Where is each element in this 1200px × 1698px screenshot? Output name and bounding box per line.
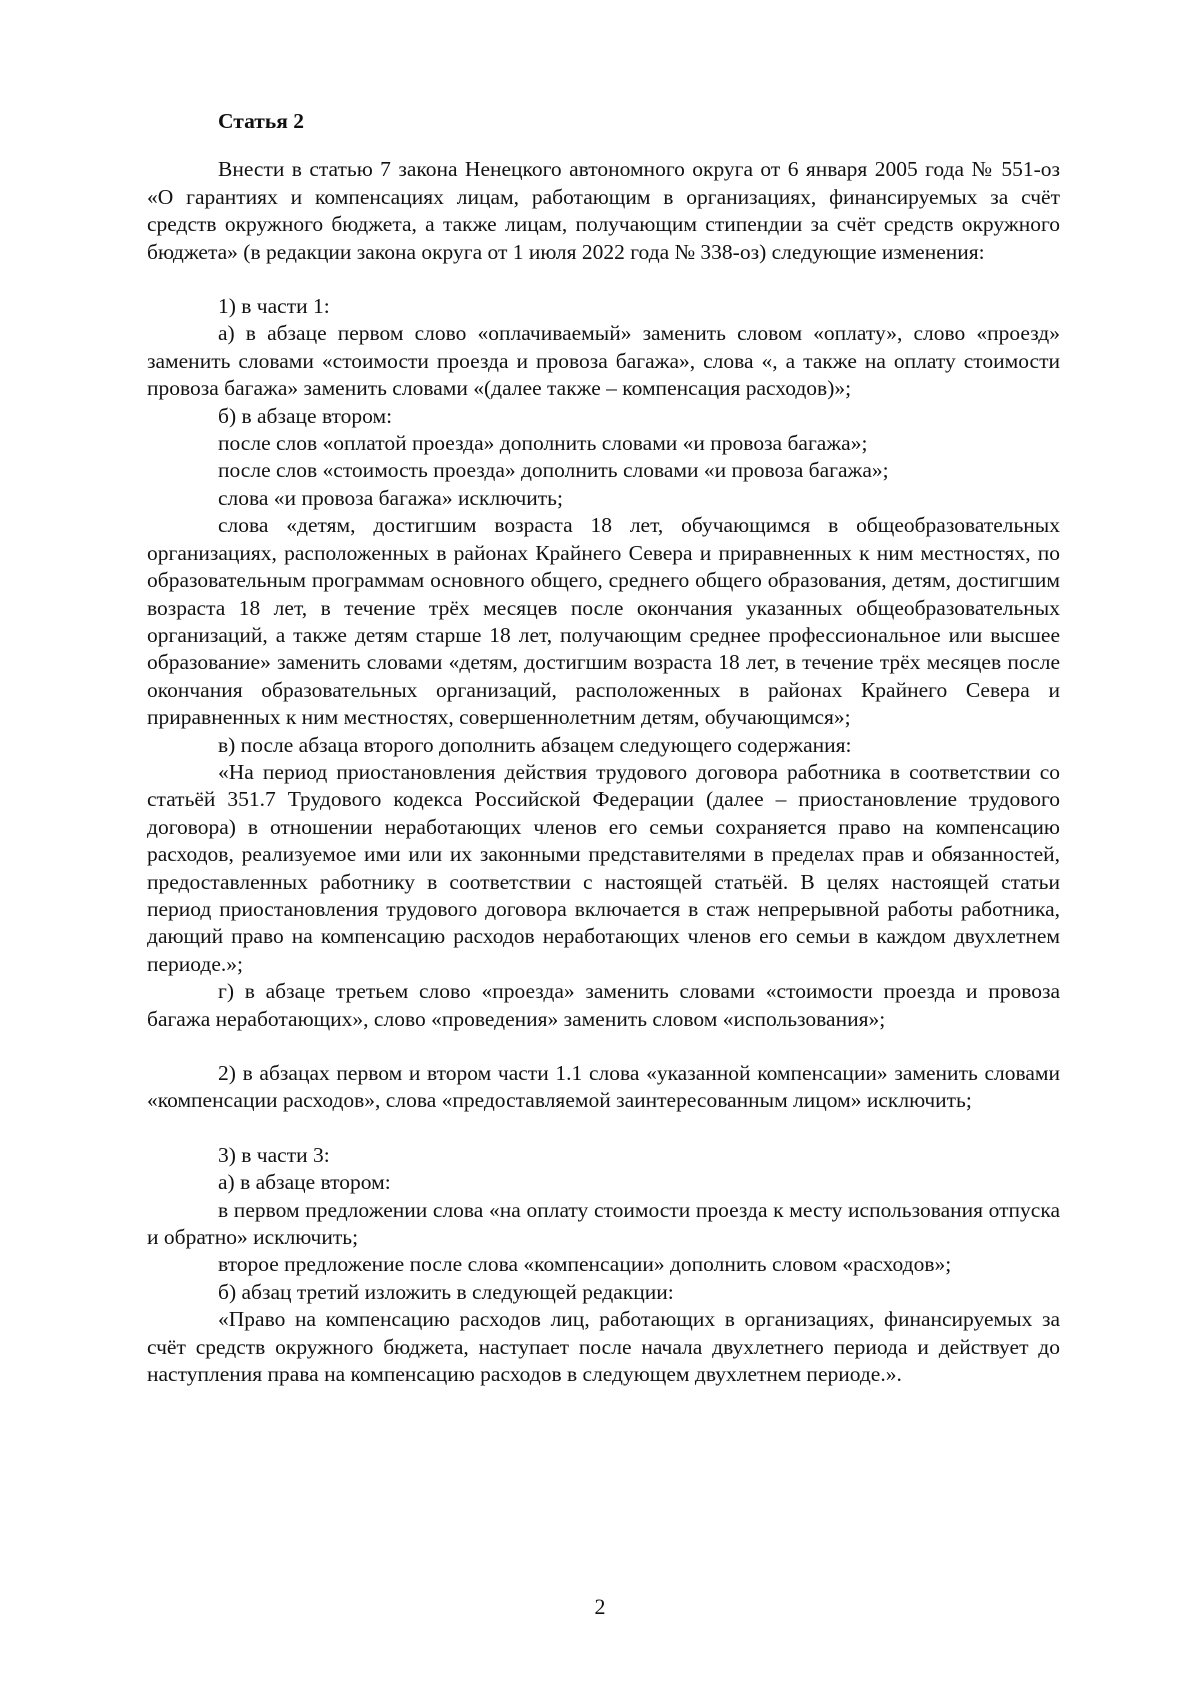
part1-item-v-header: в) после абзаца второго дополнить абзацем следующего содержания: [218, 732, 852, 757]
page-number: 2 [594, 1594, 606, 1619]
document-body [147, 108, 1060, 1388]
part3-item-a-line1: в первом предложении слова «на оплату стоимости проезда к месту использования отпуска и обратно» исключить; [147, 1197, 1060, 1250]
part1-item-b-header: б) в абзаце втором: [218, 403, 393, 428]
part2-text: 2) в абзацах первом и втором части 1.1 слова «указанной компенсации» заменить словами «компенсации расходов», слова «предоставляемой заинтересованным лицом» исключить; [147, 1061, 1060, 1113]
part1-item-b-line2: после слов «стоимость проезда» дополнить словами «и провоза багажа»; [218, 458, 889, 483]
part1-item-a: а) в абзаце первом слово «оплачиваемый» заменить словом «оплату», слово «проезд» заменить словами «стоимости проезда и провоза багажа», слова «, а также на оплату стоимости провоза багажа» заменить словами «(далее также – компенсация расходов)»; [147, 321, 1060, 401]
article-heading: Статья 2 [218, 109, 304, 133]
part1-item-b-line4: слова «детям, достигшим возраста 18 лет, обучающимся в общеобразовательных организациях, расположенных в районах Крайнего Севера и приравненных к ним местностях, по образовательным программам основного общего, среднего общего образования, детям, достигшим возраста 18 лет, в течение трёх месяцев после окончания указанных общеобразовательных организаций, а также детям старше 18 лет, получающим среднее профессиональное или высшее образование» заменить словами «детям, достигшим возраста 18 лет, в течение трёх месяцев после окончания образовательных организаций, расположенных в районах Крайнего Севера и приравненных к ним местностях, совершеннолетним детям, обучающимся»; [147, 513, 1060, 730]
part1-item-b-line3: слова «и провоза багажа» исключить; [218, 485, 563, 510]
article-intro: Внести в статью 7 закона Ненецкого автономного округа от 6 января 2005 года № 551-оз «О гарантиях и компенсациях лицам, работающим в организациях, финансируемых за счёт средств окружного бюджета, а также лицам, получающим стипендии за счёт средств окружного бюджета» (в редакции закона округа от 1 июля 2022 года № 338-оз) следующие изменения: [147, 157, 1060, 264]
part1-item-b-line1: после слов «оплатой проезда» дополнить словами «и провоза багажа»; [218, 431, 868, 456]
part1-item-v-quote: «На период приостановления действия трудового договора работника в соответствии со статьёй 351.7 Трудового кодекса Российской Федерации (далее – приостановление трудового договора) в отношении неработающих членов его семьи сохраняется право на компенсацию расходов, реализуемое ими или их законными представителями в пределах прав и обязанностей, предоставленных работнику в соответствии с настоящей статьёй. В целях настоящей статьи период приостановления трудового договора включается в стаж непрерывной работы работника, дающий право на компенсацию расходов неработающих членов его семьи в каждом двухлетнем периоде.»; [147, 759, 1060, 976]
part3-item-b-header: б) абзац третий изложить в следующей редакции: [218, 1279, 674, 1304]
part3-header: 3) в части 3: [218, 1142, 330, 1167]
part1-header: 1) в части 1: [218, 294, 330, 319]
part1-item-g: г) в абзаце третьем слово «проезда» заменить словами «стоимости проезда и провоза багажа неработающих», слово «проведения» заменить словом «использования»; [147, 979, 1060, 1031]
part3-item-a-line2: второе предложение после слова «компенсации» дополнить словом «расходов»; [218, 1252, 952, 1277]
part3-item-b-quote: «Право на компенсацию расходов лиц, работающих в организациях, финансируемых за счёт средств окружного бюджета, наступает после начала двухлетнего периода и действует до наступления права на компенсацию расходов в следующем двухлетнем периоде.». [147, 1307, 1060, 1387]
part3-item-a-header: а) в абзаце втором: [218, 1170, 391, 1195]
